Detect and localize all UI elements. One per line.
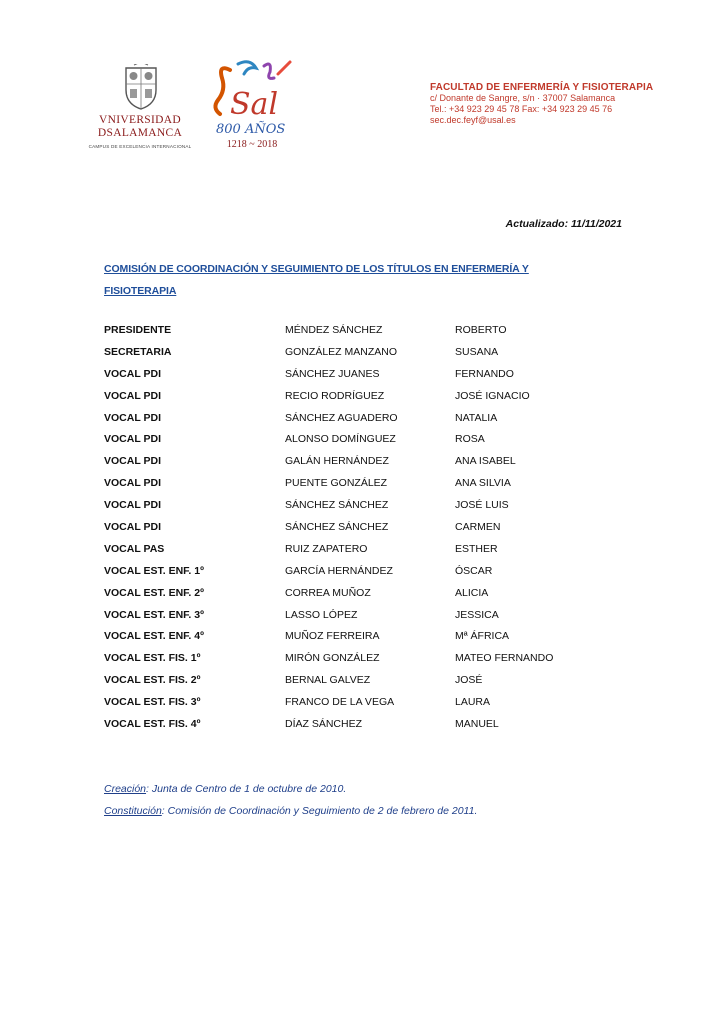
- university-name-line1: VNIVERSIDAD: [99, 114, 181, 126]
- member-role: VOCAL EST. ENF. 2º: [104, 586, 204, 599]
- member-row: [104, 473, 604, 495]
- faculty-info: [430, 82, 690, 126]
- member-last-name: MÉNDEZ SÁNCHEZ: [285, 324, 383, 336]
- member-first-name: ANA SILVIA: [455, 477, 511, 490]
- member-first-name: ÓSCAR: [455, 564, 493, 577]
- member-role: VOCAL EST. FIS. 4º: [104, 718, 201, 731]
- constitution-label: Constitución: [104, 805, 162, 817]
- faculty-address: c/ Donante de Sangre, s/n · 37007 Salamanca: [430, 93, 616, 103]
- member-last-name: LASSO LÓPEZ: [285, 608, 358, 621]
- member-last-name: RUIZ ZAPATERO: [285, 542, 368, 555]
- university-name: [80, 114, 200, 140]
- member-role: VOCAL EST. FIS. 1º: [104, 652, 201, 665]
- member-first-name: ANA ISABEL: [455, 455, 516, 468]
- member-first-name: NATALIA: [455, 411, 498, 424]
- member-last-name: GARCÍA HERNÁNDEZ: [285, 564, 393, 577]
- member-role: VOCAL PDI: [104, 521, 161, 534]
- anniversary-years: 1218 ~ 2018: [226, 139, 278, 150]
- member-first-name: JOSÉ IGNACIO: [455, 389, 530, 402]
- member-row: [104, 342, 604, 364]
- member-row: [104, 605, 604, 627]
- member-row: [104, 561, 604, 583]
- university-tagline: CAMPUS DE EXCELENCIA INTERNACIONAL: [88, 144, 192, 149]
- member-row: [104, 386, 604, 408]
- member-last-name: PUENTE GONZÁLEZ: [285, 477, 388, 490]
- anniversary-script: Sal: [230, 87, 279, 122]
- member-role: VOCAL PDI: [104, 367, 161, 380]
- member-first-name: JESSICA: [455, 608, 499, 621]
- member-last-name: GALÁN HERNÁNDEZ: [285, 455, 389, 468]
- member-role: VOCAL EST. FIS. 2º: [104, 674, 201, 687]
- member-first-name: ALICIA: [455, 586, 489, 599]
- member-first-name: CARMEN: [455, 521, 501, 534]
- member-first-name: MATEO FERNANDO: [455, 652, 554, 665]
- member-last-name: ALONSO DOMÍNGUEZ: [285, 433, 396, 446]
- anniversary-years-text: 800 AÑOS: [216, 122, 286, 137]
- member-row: [104, 429, 604, 451]
- member-last-name: GONZÁLEZ MANZANO: [285, 345, 398, 358]
- member-last-name: SÁNCHEZ SÁNCHEZ: [285, 521, 389, 534]
- member-row: [104, 495, 604, 517]
- updated-date: Actualizado: 11/11/2021: [505, 218, 622, 230]
- member-row: [104, 648, 604, 670]
- member-row: [104, 451, 604, 473]
- member-row: [104, 626, 604, 648]
- university-logo: [80, 64, 200, 156]
- anniversary-logo: [208, 56, 298, 156]
- member-last-name: SÁNCHEZ AGUADERO: [285, 411, 398, 424]
- faculty-phone: Tel.: +34 923 29 45 78 Fax: +34 923 29 45 76: [430, 104, 613, 114]
- document-title: [104, 258, 604, 302]
- document-title-line1: COMISIÓN DE COORDINACIÓN Y SEGUIMIENTO DE LOS TÍTULOS EN ENFERMERÍA Y: [104, 263, 529, 275]
- creation-note: [104, 778, 624, 800]
- anniversary-emblem-icon: [208, 56, 298, 138]
- member-row: [104, 670, 604, 692]
- member-last-name: SÁNCHEZ JUANES: [285, 367, 380, 380]
- member-first-name: Mª ÁFRICA: [455, 630, 510, 643]
- faculty-email[interactable]: sec.dec.feyf@usal.es: [430, 115, 516, 125]
- member-row: [104, 539, 604, 561]
- member-first-name: SUSANA: [455, 345, 499, 358]
- faculty-name: FACULTAD DE ENFERMERÍA Y FISIOTERAPIA: [430, 82, 654, 93]
- members-list: [104, 320, 604, 736]
- member-role: VOCAL PAS: [104, 542, 165, 555]
- member-role: VOCAL PDI: [104, 411, 161, 424]
- creation-text: : Junta de Centro de 1 de octubre de 2010.: [146, 783, 347, 795]
- member-first-name: ESTHER: [455, 542, 498, 555]
- member-first-name: LAURA: [455, 696, 491, 709]
- university-crest-icon: [122, 64, 160, 110]
- member-first-name: ROBERTO: [455, 324, 507, 336]
- member-last-name: MUÑOZ FERREIRA: [285, 630, 380, 643]
- member-role: VOCAL PDI: [104, 455, 161, 468]
- member-role: VOCAL EST. ENF. 4º: [104, 630, 204, 643]
- member-role: PRESIDENTE: [104, 324, 172, 336]
- member-role: VOCAL PDI: [104, 389, 161, 402]
- member-row: [104, 320, 604, 342]
- member-row: [104, 364, 604, 386]
- member-row: [104, 692, 604, 714]
- university-name-line2: DSALAMANCA: [97, 127, 183, 139]
- member-role: VOCAL EST. ENF. 1º: [104, 564, 204, 577]
- member-role: SECRETARIA: [104, 345, 172, 358]
- member-role: VOCAL PDI: [104, 499, 161, 512]
- member-last-name: MIRÓN GONZÁLEZ: [285, 652, 380, 665]
- document-title-line2: FISIOTERAPIA: [104, 285, 177, 297]
- member-role: VOCAL PDI: [104, 477, 161, 490]
- creation-label: Creación: [104, 783, 147, 795]
- member-last-name: RECIO RODRÍGUEZ: [285, 389, 385, 402]
- member-last-name: BERNAL GALVEZ: [285, 674, 371, 687]
- member-role: VOCAL PDI: [104, 433, 161, 446]
- member-first-name: MANUEL: [455, 718, 499, 731]
- member-last-name: SÁNCHEZ SÁNCHEZ: [285, 499, 389, 512]
- member-first-name: JOSÉ LUIS: [455, 499, 509, 512]
- member-row: [104, 408, 604, 430]
- member-row: [104, 517, 604, 539]
- member-role: VOCAL EST. FIS. 3º: [104, 696, 201, 709]
- member-first-name: FERNANDO: [455, 367, 514, 380]
- member-last-name: FRANCO DE LA VEGA: [285, 696, 395, 709]
- member-last-name: DÍAZ SÁNCHEZ: [285, 718, 363, 731]
- member-row: [104, 583, 604, 605]
- member-first-name: ROSA: [455, 433, 485, 446]
- member-last-name: CORREA MUÑOZ: [285, 586, 371, 599]
- member-role: VOCAL EST. ENF. 3º: [104, 608, 204, 621]
- constitution-note: [104, 800, 624, 822]
- notes: [104, 778, 624, 822]
- member-row: [104, 714, 604, 736]
- member-first-name: JOSÉ: [455, 674, 483, 687]
- constitution-text: : Comisión de Coordinación y Seguimiento de 2 de febrero de 2011.: [161, 805, 478, 817]
